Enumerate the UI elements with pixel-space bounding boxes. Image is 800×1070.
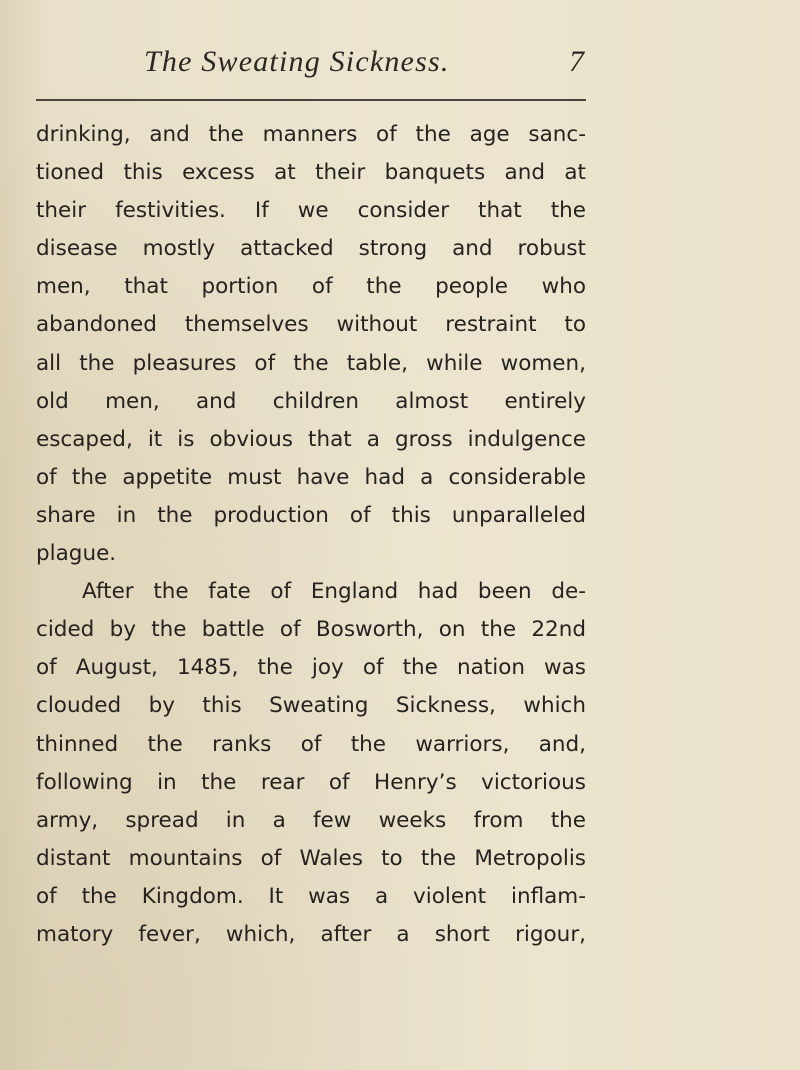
text-line: their festivities. If we consider that the (36, 198, 586, 224)
text-line: disease mostly attacked strong and robust (36, 236, 586, 262)
running-title: The Sweating Sickness. (144, 45, 450, 78)
text-line: escaped, it is obvious that a gross indulgence (36, 426, 586, 452)
text-line: tioned this excess at their banquets and at (36, 160, 586, 186)
text-line: cided by the battle of Bosworth, on the 22nd (36, 617, 586, 643)
text-line: of August, 1485, the joy of the nation was (36, 655, 586, 681)
text-line: men, that portion of the people who (36, 274, 586, 300)
text-line: of the appetite must have had a considerable (36, 464, 586, 490)
text-line: After the fate of England had been de- (82, 579, 586, 605)
body-text (36, 116, 586, 954)
text-line: all the pleasures of the table, while women, (36, 350, 586, 376)
text-line: abandoned themselves without restraint to (36, 312, 586, 338)
running-head (36, 45, 586, 85)
text-line: matory fever, which, after a short rigour, (36, 921, 586, 947)
text-line: distant mountains of Wales to the Metropolis (36, 845, 586, 871)
text-line: share in the production of this unparalleled (36, 502, 586, 528)
text-line: drinking, and the manners of the age sanc- (36, 122, 586, 147)
text-line: old men, and children almost entirely (36, 388, 586, 414)
page-number: 7 (569, 45, 584, 78)
text-line: plague. (36, 541, 117, 567)
text-line: following in the rear of Henry’s victorious (36, 769, 586, 795)
text-line: of the Kingdom. It was a violent inflam- (36, 883, 586, 909)
text-line: thinned the ranks of the warriors, and, (36, 731, 586, 757)
text-line: clouded by this Sweating Sickness, which (36, 693, 586, 719)
text-line: army, spread in a few weeks from the (36, 807, 586, 833)
header-rule (36, 99, 586, 101)
